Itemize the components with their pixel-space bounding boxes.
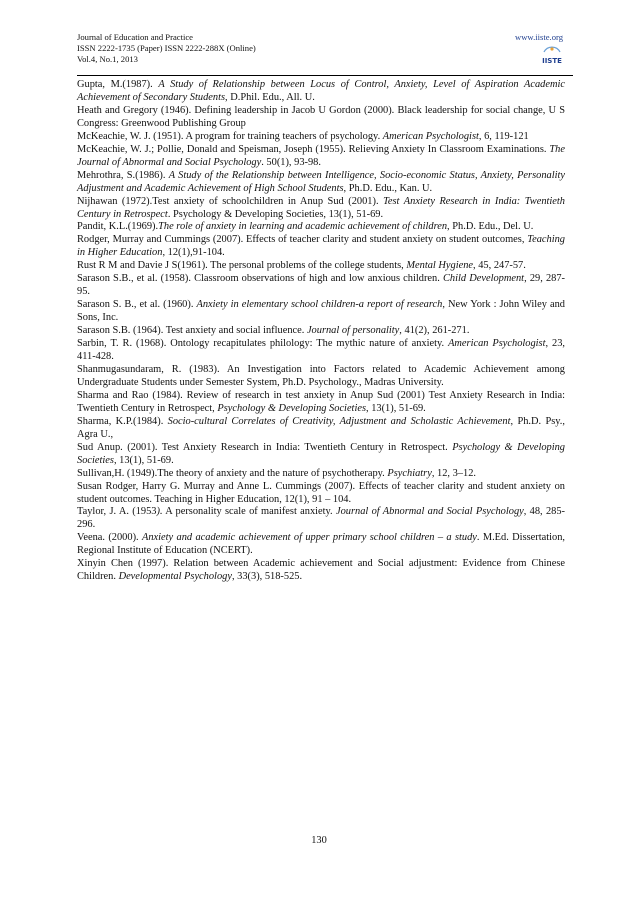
reference-text: . M.Ed. Dissertation, Regional Institute of Education (NCERT). bbox=[77, 532, 565, 557]
reference-text: , 41(2), 261-271. bbox=[399, 325, 470, 337]
reference-text: Susan Rodger, Harry G. Murray and Anne L. Cummings (2007). Effects of teacher clarity and student anxiety on student outcomes. Teaching in Higher Education, 12(1), 91 – 104. bbox=[77, 480, 565, 505]
reference-italic-text: Anxiety in elementary school children-a report of research bbox=[196, 299, 443, 311]
reference-text: Sarbin, T. R. (1968). Ontology recapitulates philology: The mythic nature of anxiety. bbox=[77, 338, 449, 350]
reference-text: Pandit, K.L.(1969). bbox=[77, 221, 159, 233]
reference-text: , Ph.D. Edu., Del. U. bbox=[447, 221, 534, 233]
reference-text: Sarason S.B. (1964). Test anxiety and social influence. bbox=[77, 325, 307, 337]
reference-text: Gupta, M.(1987). bbox=[77, 79, 159, 90]
reference-text: , D.Phil. Edu., All. U. bbox=[225, 91, 315, 103]
reference-italic-text: The role of anxiety in learning and academic achievement of children bbox=[158, 221, 448, 233]
reference-italic-text: Journal of Abnormal and Social Psychology bbox=[335, 506, 524, 518]
reference-italic-text: Mental Hygiene bbox=[406, 260, 474, 272]
journal-url[interactable]: www.iiste.org bbox=[515, 32, 563, 42]
reference-italic-text: The Journal of Abnormal and Social Psychology bbox=[77, 143, 565, 168]
reference-italic-text: A Study of Relationship between Locus of Control, Anxiety, Level of Aspiration Academic Achievement of Secondary Students bbox=[77, 79, 565, 103]
iiste-logo-icon bbox=[541, 45, 563, 67]
reference-entry bbox=[77, 299, 565, 325]
reference-text: , 13(1), 51-69. bbox=[366, 402, 426, 414]
reference-text: . 50(1), 93-98. bbox=[261, 156, 321, 168]
reference-italic-text: Psychiatry bbox=[387, 467, 432, 479]
reference-entry bbox=[77, 105, 565, 131]
reference-entry bbox=[77, 390, 565, 416]
reference-text: , 13(1), 51-69. bbox=[113, 454, 174, 466]
reference-entry bbox=[77, 131, 565, 144]
reference-italic-text: American Psychologist bbox=[382, 130, 479, 142]
reference-text: Veena. (2000). bbox=[77, 532, 142, 544]
reference-entry bbox=[77, 196, 565, 222]
reference-italic-text: Socio-cultural Correlates of Creativity, Adjustment and Scholastic Achievement bbox=[167, 415, 511, 427]
page-header bbox=[77, 32, 573, 74]
reference-entry bbox=[77, 506, 565, 532]
reference-entry bbox=[77, 442, 565, 468]
reference-text: McKeachie, W. J. (1951). A program for training teachers of psychology. bbox=[77, 130, 383, 142]
reference-entry bbox=[77, 79, 565, 105]
reference-entry bbox=[77, 273, 565, 299]
reference-text: , 33(3), 518-525. bbox=[231, 571, 303, 583]
reference-text: , 12(1),91-104. bbox=[162, 247, 225, 259]
reference-entry bbox=[77, 416, 565, 442]
reference-entry bbox=[77, 221, 565, 234]
reference-entry bbox=[77, 144, 565, 170]
reference-text: Rust R M and Davie J S(1961). The personal problems of the college students, bbox=[77, 260, 407, 272]
reference-entry bbox=[77, 481, 565, 507]
logo-text: IISTE bbox=[542, 57, 562, 65]
reference-text: McKeachie, W. J.; Pollie, Donald and Speisman, Joseph (1955). Relieving Anxiety In Classroom Examinations. bbox=[77, 143, 550, 155]
reference-text: Nijhawan (1972).Test anxiety of schoolchildren in Anup Sud (2001). bbox=[77, 195, 384, 207]
reference-text: Xinyin Chen (1997). Relation between Academic achievement and Social adjustment: Evidence from Chinese Children. bbox=[77, 558, 565, 583]
journal-title: Journal of Education and Practice bbox=[77, 32, 193, 42]
reference-entry bbox=[77, 532, 565, 558]
reference-text: , 6, 119-121 bbox=[478, 130, 529, 142]
header-divider bbox=[77, 75, 573, 76]
reference-text: , 12, 3–12. bbox=[431, 467, 476, 479]
reference-text: Shanmugasundaram, R. (1983). An Investigation into Factors related to Academic Achievement among Undergraduate Students under Semester System, Ph.D. Psychology., Madras University. bbox=[77, 363, 565, 388]
reference-text: , 48, 285-296. bbox=[77, 506, 566, 531]
volume-line: Vol.4, No.1, 2013 bbox=[77, 54, 138, 65]
reference-italic-text: Anxiety and academic achievement of upper primary school children – a study bbox=[142, 532, 477, 544]
reference-italic-text: Psychology & Developing Societies bbox=[217, 402, 366, 414]
reference-italic-text: Child Development bbox=[442, 273, 525, 285]
reference-entry bbox=[77, 260, 565, 273]
reference-italic-text: Teaching in Higher Education bbox=[77, 234, 565, 259]
reference-text: Sharma and Rao (1984). Review of research in test anxiety in Anup Sud (2001) Test Anxiety Research in India: Twentieth Century in Retrospect, bbox=[77, 389, 565, 414]
reference-entry bbox=[77, 468, 565, 481]
issn-line: ISSN 2222-1735 (Paper) ISSN 2222-288X (Online) bbox=[77, 43, 256, 54]
reference-italic-text: Test Anxiety Research in India: Twentieth Century in Retrospect bbox=[77, 195, 566, 220]
reference-text: Taylor, J. A. (1953 bbox=[77, 506, 157, 518]
reference-entry bbox=[77, 234, 565, 260]
reference-text: Sharma, K.P.(1984). bbox=[77, 415, 168, 427]
reference-text: , New York : John Wiley and Sons, Inc. bbox=[77, 299, 565, 324]
reference-text: Mehrothra, S.(1986). bbox=[77, 169, 169, 181]
reference-text: Heath and Gregory (1946). Defining leadership in Jacob U Gordon (2000). Black leadership for social change, U S Congress: Greenwood Publishing Group bbox=[77, 104, 565, 129]
reference-text: Sarason S.B., et al. (1958). Classroom observations of high and low anxious children. bbox=[77, 273, 443, 285]
reference-entry bbox=[77, 325, 565, 338]
reference-text: . Psychology & Developing Societies, 13(1), 51-69. bbox=[167, 208, 384, 220]
reference-text: Sud Anup. (2001). Test Anxiety Research in India: Twentieth Century in Retrospect. bbox=[77, 441, 453, 453]
reference-list bbox=[77, 79, 565, 584]
page-number: 130 bbox=[311, 835, 327, 846]
reference-entry bbox=[77, 170, 565, 196]
reference-text: , 29, 287-95. bbox=[77, 273, 566, 298]
reference-italic-text: A Study of the Relationship between Intelligence, Socio-economic Status, Anxiety, Personality Adjustment and Academic Achievement of High School Students bbox=[77, 169, 565, 194]
reference-italic-text: Developmental Psychology bbox=[118, 571, 232, 583]
reference-text: , Ph.D. Edu., Kan. U. bbox=[343, 182, 433, 194]
reference-text: , 23, 411-428. bbox=[77, 338, 565, 363]
reference-text: Rodger, Murray and Cummings (2007). Effects of teacher clarity and student anxiety on student outcomes, bbox=[77, 234, 528, 246]
reference-text: A personality scale of manifest anxiety. bbox=[162, 506, 336, 518]
reference-text: , Ph.D. Psy., Agra U., bbox=[77, 415, 565, 440]
reference-entry bbox=[77, 338, 565, 364]
reference-text: , 45, 247-57. bbox=[473, 260, 526, 272]
reference-italic-text: Psychology & Developing Societies bbox=[77, 441, 565, 466]
reference-italic-text: Journal of personality bbox=[306, 325, 400, 337]
reference-italic-text: ). bbox=[156, 506, 163, 518]
reference-entry bbox=[77, 364, 565, 390]
reference-text: Sullivan,H. (1949).The theory of anxiety and the nature of psychotherapy. bbox=[77, 467, 388, 479]
reference-italic-text: American Psychologist bbox=[448, 338, 546, 350]
reference-text: Sarason S. B., et al. (1960). bbox=[77, 299, 197, 311]
reference-entry bbox=[77, 558, 565, 584]
